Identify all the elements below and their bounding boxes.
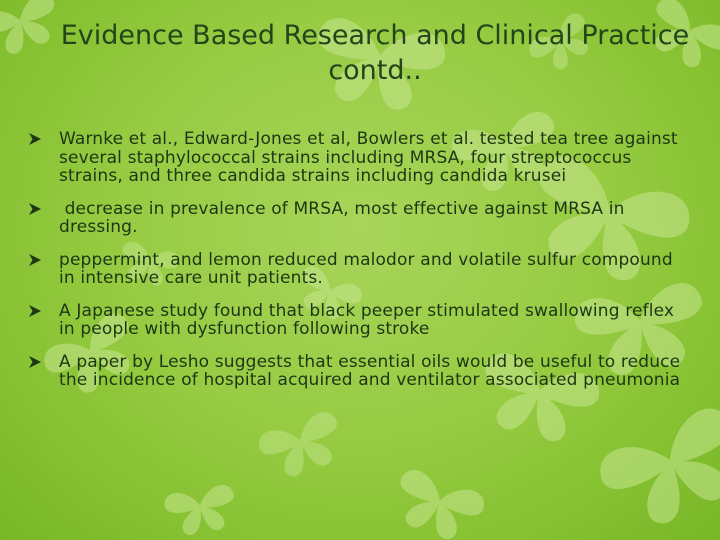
butterfly-icon — [387, 466, 488, 540]
arrow-bullet-icon — [28, 132, 42, 146]
bullet-item — [28, 302, 692, 339]
arrow-bullet-icon — [28, 253, 42, 267]
bullet-item — [28, 200, 692, 237]
bullet-item — [28, 353, 692, 390]
bullet-text: A Japanese study found that black peeper stimulated swallowing reflex in people with dysfunction following stroke — [59, 300, 675, 339]
butterfly-icon — [163, 483, 240, 538]
bullet-text: decrease in prevalence of MRSA, most effective against MRSA in dressing. — [59, 198, 631, 237]
bullet-text: Warnke et al., Edward-Jones et al, Bowlers et al. tested tea tree against several staphylococcal strains including MRSA, four streptococcus strains, and three candida strains including candida krusei — [59, 129, 678, 186]
bullet-text: peppermint, and lemon reduced malodor and volatile sulfur compound in intensive care unit patients. — [59, 249, 673, 288]
butterfly-icon — [0, 0, 66, 61]
bullet-text: A paper by Lesho suggests that essential oils would be useful to reduce the incidence of hospital acquired and ventilator associated pneumonia — [59, 351, 681, 390]
bullet-item — [28, 130, 692, 186]
butterfly-icon — [593, 401, 720, 540]
bullet-list — [28, 130, 692, 404]
butterfly-icon — [255, 408, 349, 484]
arrow-bullet-icon — [28, 304, 42, 318]
bullet-item — [28, 251, 692, 288]
arrow-bullet-icon — [28, 355, 42, 369]
slide-title: Evidence Based Research and Clinical Practice contd.. — [60, 20, 690, 86]
arrow-bullet-icon — [28, 202, 42, 216]
